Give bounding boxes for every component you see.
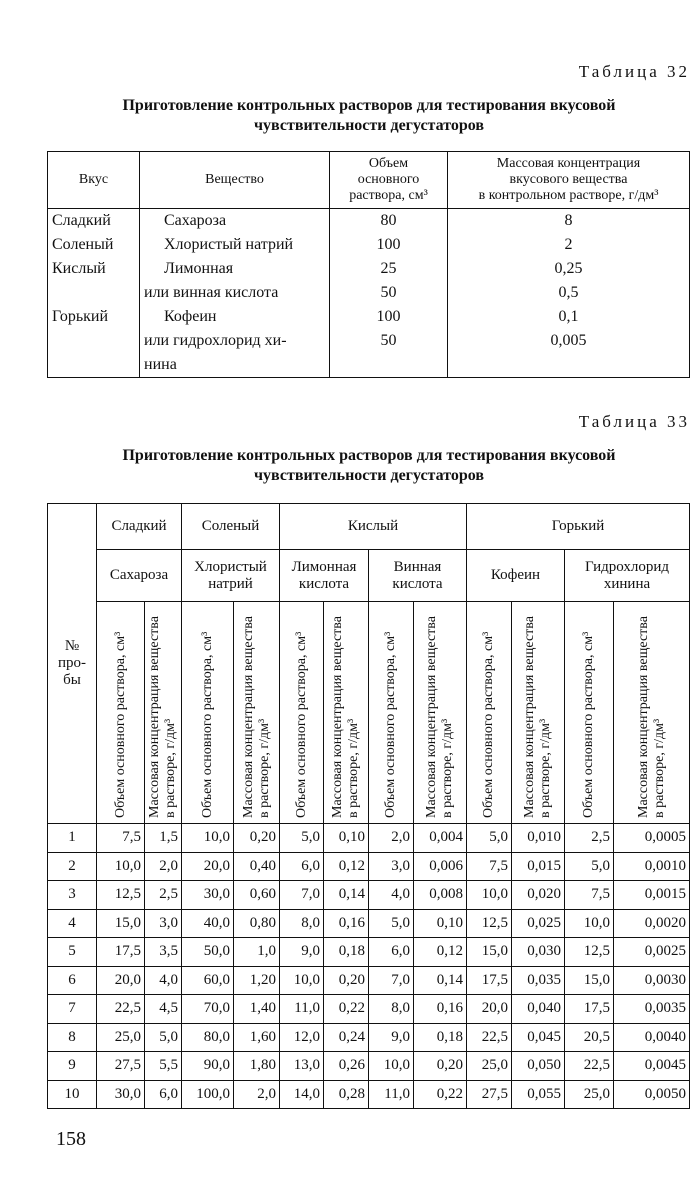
cell-value: 10,0: [565, 909, 614, 938]
cell-value: 3,0: [369, 852, 414, 881]
cell-value: 17,5: [467, 966, 512, 995]
header-taste-salty: Соленый: [182, 504, 280, 550]
cell-conc: 8: [448, 209, 690, 234]
cell-value: 0,16: [414, 995, 467, 1024]
cell-value: 0,020: [512, 881, 565, 910]
cell-value: 0,18: [324, 938, 369, 967]
cell-value: 2,0: [369, 824, 414, 853]
cell-value: 0,0040: [614, 1023, 690, 1052]
cell-sample-number: 3: [48, 881, 97, 910]
header-volume-vertical: Объем основного раствора, см³: [97, 602, 145, 824]
cell-sample-number: 9: [48, 1052, 97, 1081]
cell-taste: [48, 281, 140, 305]
cell-sample-number: 7: [48, 995, 97, 1024]
cell-conc: 0,25: [448, 257, 690, 281]
header-citric-acid: Лимонная кислота: [280, 550, 369, 602]
cell-sample-number: 10: [48, 1080, 97, 1109]
cell-value: 20,0: [182, 852, 234, 881]
cell-taste: [48, 353, 140, 378]
header-substance: Вещество: [140, 152, 330, 209]
cell-value: 9,0: [369, 1023, 414, 1052]
cell-taste: Горький: [48, 305, 140, 329]
cell-value: 13,0: [280, 1052, 324, 1081]
cell-value: 2,0: [145, 852, 182, 881]
cell-value: 7,5: [97, 824, 145, 853]
cell-value: 5,5: [145, 1052, 182, 1081]
header-concentration: Массовая концентрация вкусового вещества в контрольном растворе, г/дм³: [448, 152, 690, 209]
cell-value: 12,0: [280, 1023, 324, 1052]
cell-value: 25,0: [97, 1023, 145, 1052]
cell-value: 1,40: [234, 995, 280, 1024]
cell-value: 22,5: [565, 1052, 614, 1081]
cell-value: 8,0: [369, 995, 414, 1024]
table33: [47, 503, 690, 1109]
cell-value: 1,0: [234, 938, 280, 967]
cell-value: 0,030: [512, 938, 565, 967]
cell-value: 4,5: [145, 995, 182, 1024]
header-volume-vertical: Объем основного раствора, см³: [280, 602, 324, 824]
cell-sample-number: 1: [48, 824, 97, 853]
table-row: [48, 257, 690, 281]
table33-title-line1: Приготовление контрольных растворов для тестирования вкусовой: [122, 447, 616, 464]
cell-value: 0,004: [414, 824, 467, 853]
cell-conc: 2: [448, 233, 690, 257]
cell-value: 1,80: [234, 1052, 280, 1081]
table33-label: Таблица 33: [578, 412, 690, 431]
cell-value: 30,0: [97, 1080, 145, 1109]
table33-title-line2: чувствительности дегустаторов: [254, 467, 484, 484]
cell-value: 0,28: [324, 1080, 369, 1109]
table-row: [48, 305, 690, 329]
table-row: [48, 281, 690, 305]
cell-value: 20,0: [467, 995, 512, 1024]
cell-taste: Сладкий: [48, 209, 140, 234]
cell-sample-number: 6: [48, 966, 97, 995]
cell-value: 0,80: [234, 909, 280, 938]
table-row: [48, 881, 690, 910]
cell-value: 0,045: [512, 1023, 565, 1052]
cell-value: 30,0: [182, 881, 234, 910]
cell-value: 0,40: [234, 852, 280, 881]
cell-value: 5,0: [145, 1023, 182, 1052]
cell-value: 50,0: [182, 938, 234, 967]
cell-sample-number: 8: [48, 1023, 97, 1052]
cell-value: 3,5: [145, 938, 182, 967]
table32-title-line1: Приготовление контрольных растворов для тестирования вкусовой: [122, 97, 616, 114]
cell-value: 0,18: [414, 1023, 467, 1052]
table-row: [48, 995, 690, 1024]
header-volume-vertical: Объем основного раствора, см³: [565, 602, 614, 824]
header-taste: Вкус: [48, 152, 140, 209]
cell-value: 25,0: [565, 1080, 614, 1109]
cell-value: 9,0: [280, 938, 324, 967]
header-concentration-vertical: Массовая концентрация вещества в растворе, г/дм³: [234, 602, 280, 824]
table-row: [48, 938, 690, 967]
cell-value: 0,0030: [614, 966, 690, 995]
header-sodium-chloride: Хлористый натрий: [182, 550, 280, 602]
cell-sample-number: 2: [48, 852, 97, 881]
cell-value: 0,0045: [614, 1052, 690, 1081]
table-row: [48, 909, 690, 938]
cell-taste: Кислый: [48, 257, 140, 281]
header-quinine-hydrochloride: Гидрохлорид хинина: [565, 550, 690, 602]
table-row: [48, 966, 690, 995]
cell-value: 27,5: [97, 1052, 145, 1081]
cell-substance: Сахароза: [140, 209, 330, 234]
cell-value: 1,20: [234, 966, 280, 995]
cell-volume: 25: [330, 257, 448, 281]
cell-value: 17,5: [565, 995, 614, 1024]
header-taste-sweet: Сладкий: [97, 504, 182, 550]
cell-taste: [48, 329, 140, 353]
table-row: [48, 209, 690, 234]
table32-label: Таблица 32: [578, 62, 690, 81]
table-row: [48, 329, 690, 353]
cell-substance: или винная кислота: [140, 281, 330, 305]
table32-title: [48, 96, 690, 136]
cell-sample-number: 4: [48, 909, 97, 938]
table-row: [48, 233, 690, 257]
cell-value: 1,60: [234, 1023, 280, 1052]
cell-value: 14,0: [280, 1080, 324, 1109]
cell-value: 22,5: [97, 995, 145, 1024]
table-row: [48, 852, 690, 881]
header-concentration-vertical: Массовая концентрация вещества в растворе, г/дм³: [614, 602, 690, 824]
cell-value: 0,0020: [614, 909, 690, 938]
cell-volume: 100: [330, 305, 448, 329]
cell-value: 100,0: [182, 1080, 234, 1109]
cell-value: 0,0015: [614, 881, 690, 910]
cell-value: 12,5: [467, 909, 512, 938]
cell-value: 0,0025: [614, 938, 690, 967]
cell-value: 0,16: [324, 909, 369, 938]
cell-value: 15,0: [97, 909, 145, 938]
cell-value: 0,20: [234, 824, 280, 853]
header-volume: Объем основного раствора, см³: [330, 152, 448, 209]
header-tartaric-acid: Винная кислота: [369, 550, 467, 602]
cell-substance: Лимонная: [140, 257, 330, 281]
cell-value: 2,5: [565, 824, 614, 853]
cell-value: 80,0: [182, 1023, 234, 1052]
cell-substance: Кофеин: [140, 305, 330, 329]
cell-value: 0,12: [414, 938, 467, 967]
cell-value: 70,0: [182, 995, 234, 1024]
table32: [47, 151, 690, 378]
cell-value: 5,0: [467, 824, 512, 853]
table-row: [48, 824, 690, 853]
cell-volume: [330, 353, 448, 378]
cell-value: 0,0005: [614, 824, 690, 853]
header-volume-vertical: Объем основного раствора, см³: [369, 602, 414, 824]
cell-value: 11,0: [280, 995, 324, 1024]
cell-value: 7,5: [565, 881, 614, 910]
cell-value: 25,0: [467, 1052, 512, 1081]
cell-value: 7,0: [280, 881, 324, 910]
cell-value: 10,0: [280, 966, 324, 995]
cell-value: 0,24: [324, 1023, 369, 1052]
cell-value: 0,20: [324, 966, 369, 995]
cell-value: 7,5: [467, 852, 512, 881]
cell-value: 1,5: [145, 824, 182, 853]
header-taste-bitter: Горький: [467, 504, 690, 550]
table-row: [48, 1052, 690, 1081]
table-row: [48, 1080, 690, 1109]
cell-value: 20,5: [565, 1023, 614, 1052]
cell-value: 27,5: [467, 1080, 512, 1109]
cell-value: 2,0: [234, 1080, 280, 1109]
page-number: 158: [56, 1128, 86, 1150]
table32-title-line2: чувствительности дегустаторов: [254, 117, 484, 134]
cell-volume: 80: [330, 209, 448, 234]
cell-value: 7,0: [369, 966, 414, 995]
cell-value: 0,015: [512, 852, 565, 881]
cell-value: 22,5: [467, 1023, 512, 1052]
cell-value: 0,040: [512, 995, 565, 1024]
header-taste-sour: Кислый: [280, 504, 467, 550]
cell-taste: Соленый: [48, 233, 140, 257]
cell-value: 12,5: [565, 938, 614, 967]
table-row: [48, 1023, 690, 1052]
header-concentration-vertical: Массовая концентрация вещества в растворе, г/дм³: [512, 602, 565, 824]
cell-value: 0,14: [414, 966, 467, 995]
cell-value: 3,0: [145, 909, 182, 938]
header-sucrose: Сахароза: [97, 550, 182, 602]
table33-title: [48, 446, 690, 486]
cell-value: 10,0: [369, 1052, 414, 1081]
cell-value: 0,008: [414, 881, 467, 910]
cell-value: 0,050: [512, 1052, 565, 1081]
cell-value: 0,035: [512, 966, 565, 995]
cell-value: 0,10: [324, 824, 369, 853]
cell-conc: 0,5: [448, 281, 690, 305]
table-row: [48, 353, 690, 378]
cell-value: 5,0: [280, 824, 324, 853]
cell-value: 6,0: [369, 938, 414, 967]
header-volume-vertical: Объем основного раствора, см³: [182, 602, 234, 824]
cell-volume: 100: [330, 233, 448, 257]
cell-value: 2,5: [145, 881, 182, 910]
cell-value: 0,22: [324, 995, 369, 1024]
cell-value: 5,0: [369, 909, 414, 938]
cell-substance: или гидрохлорид хи-: [140, 329, 330, 353]
cell-value: 0,0035: [614, 995, 690, 1024]
cell-substance: нина: [140, 353, 330, 378]
cell-value: 12,5: [97, 881, 145, 910]
header-volume-vertical: Объем основного раствора, см³: [467, 602, 512, 824]
cell-value: 4,0: [369, 881, 414, 910]
cell-value: 0,010: [512, 824, 565, 853]
cell-volume: 50: [330, 281, 448, 305]
header-sample-number: № про- бы: [48, 504, 97, 824]
cell-value: 60,0: [182, 966, 234, 995]
cell-value: 0,0050: [614, 1080, 690, 1109]
cell-value: 6,0: [145, 1080, 182, 1109]
cell-value: 10,0: [467, 881, 512, 910]
cell-value: 90,0: [182, 1052, 234, 1081]
cell-value: 15,0: [467, 938, 512, 967]
cell-value: 0,60: [234, 881, 280, 910]
cell-value: 0,12: [324, 852, 369, 881]
cell-value: 0,0010: [614, 852, 690, 881]
cell-value: 4,0: [145, 966, 182, 995]
cell-conc: 0,1: [448, 305, 690, 329]
cell-value: 0,006: [414, 852, 467, 881]
cell-value: 40,0: [182, 909, 234, 938]
header-concentration-vertical: Массовая концентрация вещества в растворе, г/дм³: [414, 602, 467, 824]
cell-value: 5,0: [565, 852, 614, 881]
cell-conc: 0,005: [448, 329, 690, 353]
cell-sample-number: 5: [48, 938, 97, 967]
cell-value: 11,0: [369, 1080, 414, 1109]
cell-value: 15,0: [565, 966, 614, 995]
cell-value: 0,055: [512, 1080, 565, 1109]
cell-value: 20,0: [97, 966, 145, 995]
cell-value: 0,22: [414, 1080, 467, 1109]
cell-value: 0,26: [324, 1052, 369, 1081]
cell-substance: Хлористый натрий: [140, 233, 330, 257]
cell-conc: [448, 353, 690, 378]
cell-value: 10,0: [97, 852, 145, 881]
cell-value: 0,14: [324, 881, 369, 910]
cell-value: 0,10: [414, 909, 467, 938]
header-caffeine: Кофеин: [467, 550, 565, 602]
cell-value: 0,025: [512, 909, 565, 938]
cell-value: 17,5: [97, 938, 145, 967]
cell-volume: 50: [330, 329, 448, 353]
cell-value: 8,0: [280, 909, 324, 938]
header-concentration-vertical: Массовая концентрация вещества в растворе, г/дм³: [145, 602, 182, 824]
header-concentration-vertical: Массовая концентрация вещества в растворе, г/дм³: [324, 602, 369, 824]
cell-value: 6,0: [280, 852, 324, 881]
cell-value: 10,0: [182, 824, 234, 853]
cell-value: 0,20: [414, 1052, 467, 1081]
